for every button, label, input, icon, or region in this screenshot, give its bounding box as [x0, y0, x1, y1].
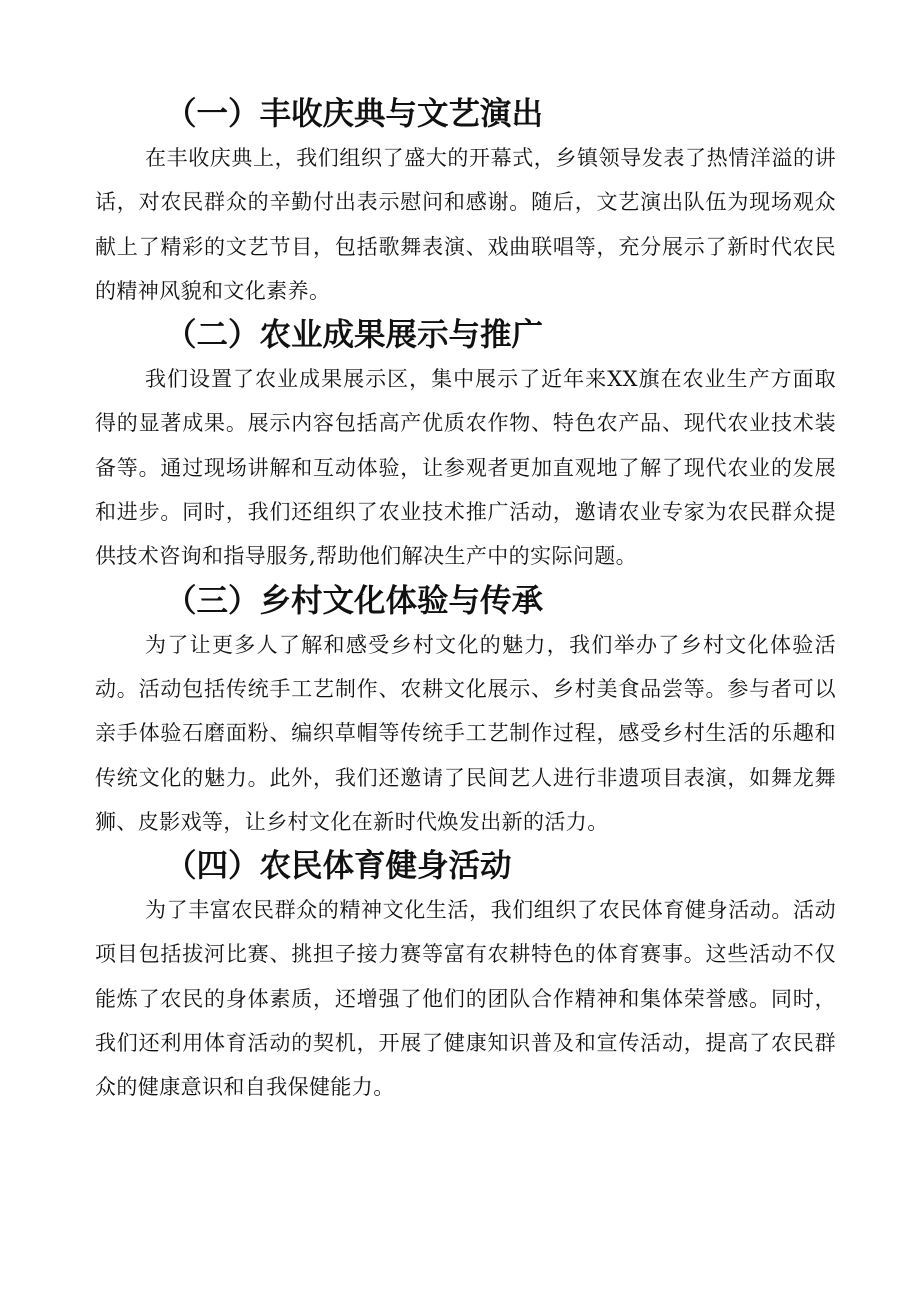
section-heading: （四）农民体育健身活动	[165, 847, 512, 885]
section-agriculture-achievements	[95, 313, 836, 578]
section-farmer-fitness	[95, 844, 836, 1109]
section-paragraph: 我们设置了农业成果展示区，集中展示了近年来XX旗在农业生产方面取得的显著成果。展示内容包括高产优质农作物、特色农产品、现代农业技术装备等。通过现场讲解和互动体验，让参观者更加直观地了解了现代农业的发展和进步。同时，我们还组织了农业技术推广活动，邀请农业专家为农民群众提供技术咨询和指导服务,帮助他们解决生产中的实际问题。	[95, 367, 836, 569]
section-paragraph: 为了丰富农民群众的精神文化生活，我们组织了农民体育健身活动。活动项目包括拔河比赛、挑担子接力赛等富有农耕特色的体育赛事。这些活动不仅能炼了农民的身体素质，还增强了他们的团队合作精神和集体荣誉感。同时，我们还利用体育活动的契机，开展了健康知识普及和宣传活动，提高了农民群众的健康意识和自我保健能力。	[95, 898, 836, 1100]
section-heading: （二）农业成果展示与推广	[165, 316, 544, 354]
section-heading: （一）丰收庆典与文艺演出	[165, 95, 544, 132]
section-paragraph: 在丰收庆典上，我们组织了盛大的开幕式，乡镇领导发表了热情洋溢的讲话，对农民群众的辛勤付出表示慰问和感谢。随后，文艺演出队伍为现场观众献上了精彩的文艺节目，包括歌舞表演、戏曲联唱等，充分展示了新时代农民的精神风貌和文化素养。	[95, 146, 836, 303]
section-paragraph: 为了让更多人了解和感受乡村文化的魅力，我们举办了乡村文化体验活动。活动包括传统手工艺制作、农耕文化展示、乡村美食品尝等。参与者可以亲手体验石磨面粉、编织草帽等传统手工艺制作过程，感受乡村生活的乐趣和传统文化的魅力。此外，我们还邀请了民间艺人进行非遗项目表演，如舞龙舞狮、皮影戏等，让乡村文化在新时代焕发出新的活力。	[95, 632, 836, 834]
section-harvest-celebration	[95, 92, 836, 313]
section-rural-culture	[95, 579, 836, 844]
section-heading: （三）乡村文化体验与传承	[165, 581, 544, 619]
